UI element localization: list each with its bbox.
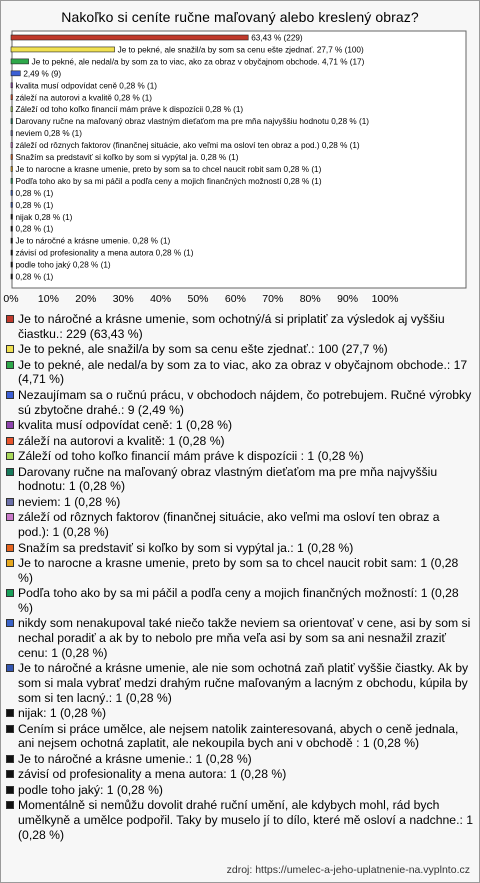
bar [11, 250, 13, 255]
bar [11, 107, 13, 112]
x-tick-label: 20% [75, 293, 97, 305]
bar [11, 83, 13, 88]
legend-swatch [6, 513, 14, 521]
legend-item [4, 388, 474, 417]
legend-label: Je to pekné, ale snažil/a by som sa cenu ešte zjednať.: 100 (27,7 %) [18, 342, 388, 357]
legend-swatch [6, 468, 14, 476]
bar [11, 166, 13, 171]
legend-item [4, 449, 474, 464]
legend-swatch [6, 770, 14, 778]
legend-label: kvalita musí odpovídat ceně: 1 (0,28 %) [18, 418, 233, 433]
legend-label: Záleží od toho koľko financií mám práve k dispozícii : 1 (0,28 %) [18, 449, 364, 464]
legend-swatch [6, 589, 14, 597]
bar-label: Je to pekné, ale snažil/a by som sa cenu ešte zjednať. 27,7 % (100) [117, 45, 364, 55]
bar [11, 214, 13, 219]
chart-title: Nakoľko si ceníte ručne maľovaný alebo kreslený obraz? [61, 9, 419, 25]
legend-label: Nezaujímam sa o ručnú prácu, v obchodoch nájdem, čo potrebujem. Ručné výrobky sú zbytočne drahé.: 9 (2,49 %) [18, 387, 472, 417]
legend-item [4, 358, 474, 387]
legend-item [4, 661, 474, 705]
legend-swatch [6, 664, 14, 672]
legend-label: Snažím sa predstaviť si koľko by som si vypýtal ja.: 1 (0,28 %) [18, 540, 354, 555]
legend-item [4, 495, 474, 510]
legend-swatch [6, 801, 14, 809]
legend-item [4, 706, 474, 721]
x-tick-label: 40% [150, 293, 172, 305]
legend-item [4, 798, 474, 842]
legend-label: nikdy som nenakupoval také niečo takže neviem sa orientovať v cene, asi by som si nechal poradiť a ak by to nebolo pre mňa veľa asi by som sa ani nesnažil zraziť cenu: 1 (0,28 %) [18, 616, 471, 660]
bar [11, 35, 248, 40]
legend-label: závisí od profesionality a mena autora: 1 (0,28 %) [18, 767, 287, 782]
bar-label: kvalita musí odpovídat ceně 0,28 % (1) [15, 81, 158, 91]
bar-label: podle toho jaký 0,28 % (1) [15, 260, 111, 270]
bar [11, 119, 13, 124]
legend-item [4, 556, 474, 585]
bar-label: nijak 0,28 % (1) [15, 212, 73, 222]
bar-label: Je to narocne a krasne umenie, preto by som sa to chcel naucit robit sam 0,28 % (1) [15, 164, 322, 174]
bar-label: záleží na autorovi a kvalitě 0,28 % (1) [15, 93, 153, 103]
legend-swatch [6, 544, 14, 552]
legend-label: Je to narocne a krasne umenie, preto by som sa to chcel naucit robit sam: 1 (0,28 %) [18, 556, 459, 585]
legend-item [4, 510, 474, 539]
x-tick-label: 0% [3, 293, 19, 305]
legend-label: Je to náročné a krásne umenie.: 1 (0,28 %) [18, 751, 252, 766]
legend-swatch [6, 498, 14, 506]
bar-label: Snažím sa predstaviť si koľko by som si vypýtal ja. 0,28 % (1) [15, 153, 239, 162]
bar-label: Je to pekné, ale nedal/a by som za to viac, ako za obraz v obyčajnom obchode. 4,71 % (17) [31, 57, 365, 67]
legend-item [4, 752, 474, 767]
bar [11, 131, 13, 136]
bar [11, 155, 13, 160]
bar [11, 143, 13, 148]
legend-swatch [6, 437, 14, 445]
bar [11, 47, 115, 52]
bar [11, 202, 13, 207]
bar [11, 178, 13, 183]
bar-label: 0,28 % (1) [15, 200, 54, 210]
legend-item [4, 616, 474, 660]
bar [11, 274, 13, 279]
legend-label: záleží od rôznych faktorov (finančnej situácie, ako veľmi ma osloví ten obraz a pod.): 1 (0,28 %) [18, 510, 440, 540]
bar [11, 238, 13, 243]
legend-item [4, 767, 474, 782]
legend-swatch [6, 391, 14, 399]
legend-item [4, 465, 474, 494]
legend-label: Darovany ručne na maľovaný obraz vlastným dieťaťom ma pre mňa najvyššiu hodnotu: 1 (0,28 %) [18, 464, 438, 494]
x-tick-label: 60% [224, 293, 246, 305]
bar-label: neviem 0,28 % (1) [15, 129, 82, 139]
bar-label: Darovany ručne na maľovaný obraz vlastným dieťaťom ma pre mňa najvyššiu hodnotu 0,28 % (1) [15, 117, 369, 127]
legend-swatch [6, 315, 14, 323]
x-tick-label: 100% [371, 293, 399, 305]
legend-label: Cením si práce umělce, ale nejsem natolik zainteresovaná, abych o ceně jednala, ani nejsem ochotná zaplatit, ale nekoupila bych ani v obchodě : 1 (0,28 %) [18, 721, 459, 751]
legend-swatch [6, 345, 14, 353]
x-tick-label: 80% [299, 293, 321, 305]
bar-chart [0, 0, 480, 310]
legend-item [4, 418, 474, 433]
legend-label: nijak: 1 (0,28 %) [18, 706, 107, 721]
legend-label: Je to pekné, ale nedal/a by som za to viac, ako za obraz v obyčajnom obchode.: 17 (4,71 %) [18, 357, 468, 387]
legend-label: Momentálně si nemůžu dovolit drahé ruční umění, ale kdybych mohl, rád bych umělkyně a umělce podpořil. Taky by muselo jí to dílo, které mě osloví a nadchne.: 1 (0,28 %) [18, 798, 474, 842]
legend-swatch [6, 786, 14, 794]
bar-label: Záleží od toho koľko financií mám práve k dispozícii 0,28 % (1) [15, 105, 244, 115]
legend-swatch [6, 709, 14, 717]
bar-label: 2,49 % (9) [23, 69, 62, 79]
legend-label: podle toho jaký: 1 (0,28 %) [18, 782, 163, 797]
bar-label: Podľa toho ako by sa mi páčil a podľa ceny a mojich finančných možností 0,28 % (1) [15, 176, 322, 186]
bar-label: Je to náročné a krásne umenie. 0,28 % (1) [15, 236, 171, 246]
legend-item [4, 586, 474, 615]
legend-swatch [6, 725, 14, 733]
legend-label: Je to náročné a krásne umenie, som ochotný/á si priplatiť za výsledok aj vyššiu čiastku.: 229 (63,43 %) [18, 312, 445, 341]
legend-label: záleží na autorovi a kvalitě: 1 (0,28 %) [18, 433, 225, 448]
bar [11, 190, 13, 195]
legend-item [4, 722, 474, 751]
legend-item [4, 434, 474, 449]
bar [11, 226, 13, 231]
bar [11, 262, 13, 267]
bar-label: záleží od rôznych faktorov (finančnej situácie, ako veľmi ma osloví ten obraz a pod.) 0,28 % (1) [15, 141, 360, 151]
legend-swatch [6, 559, 14, 567]
bar [11, 59, 29, 64]
legend-swatch [6, 361, 14, 369]
x-tick-label: 70% [262, 293, 284, 305]
bar [11, 71, 20, 76]
x-tick-label: 90% [337, 293, 359, 305]
legend-swatch [6, 619, 14, 627]
source-link[interactable]: zdroj: https://umelec-a-jeho-uplatnenie-na.vyplnto.cz [226, 864, 470, 876]
legend-label: Je to náročné a krásne umenie, ale nie som ochotná zaň platiť vyššie čiastky. Ak by som si mala vybrať medzi drahým ručne maľovaným a lacným z obchodu, kúpila by som si ten lacný.: 1 (0,28 %) [18, 661, 469, 705]
bar-label: 63,43 % (229) [251, 33, 303, 43]
bar-label: 0,28 % (1) [15, 188, 54, 198]
legend-swatch [6, 452, 14, 460]
legend-swatch [6, 755, 14, 763]
bar-label: 0,28 % (1) [15, 224, 54, 234]
legend-label: Podľa toho ako by sa mi páčil a podľa ceny a mojich finančných možností: 1 (0,28 %) [18, 586, 459, 615]
bar-label: 0,28 % (1) [15, 272, 54, 282]
legend-item [4, 541, 474, 556]
x-tick-label: 10% [37, 293, 59, 305]
bar [11, 95, 13, 100]
legend-label: neviem: 1 (0,28 %) [18, 494, 121, 509]
legend-item [4, 312, 474, 341]
legend-item [4, 342, 474, 357]
x-tick-label: 30% [112, 293, 134, 305]
chart-legend [4, 312, 474, 843]
x-tick-label: 50% [187, 293, 209, 305]
bar-label: závisí od profesionality a mena autora 0,28 % (1) [15, 248, 194, 258]
legend-item [4, 783, 474, 798]
legend-swatch [6, 421, 14, 429]
